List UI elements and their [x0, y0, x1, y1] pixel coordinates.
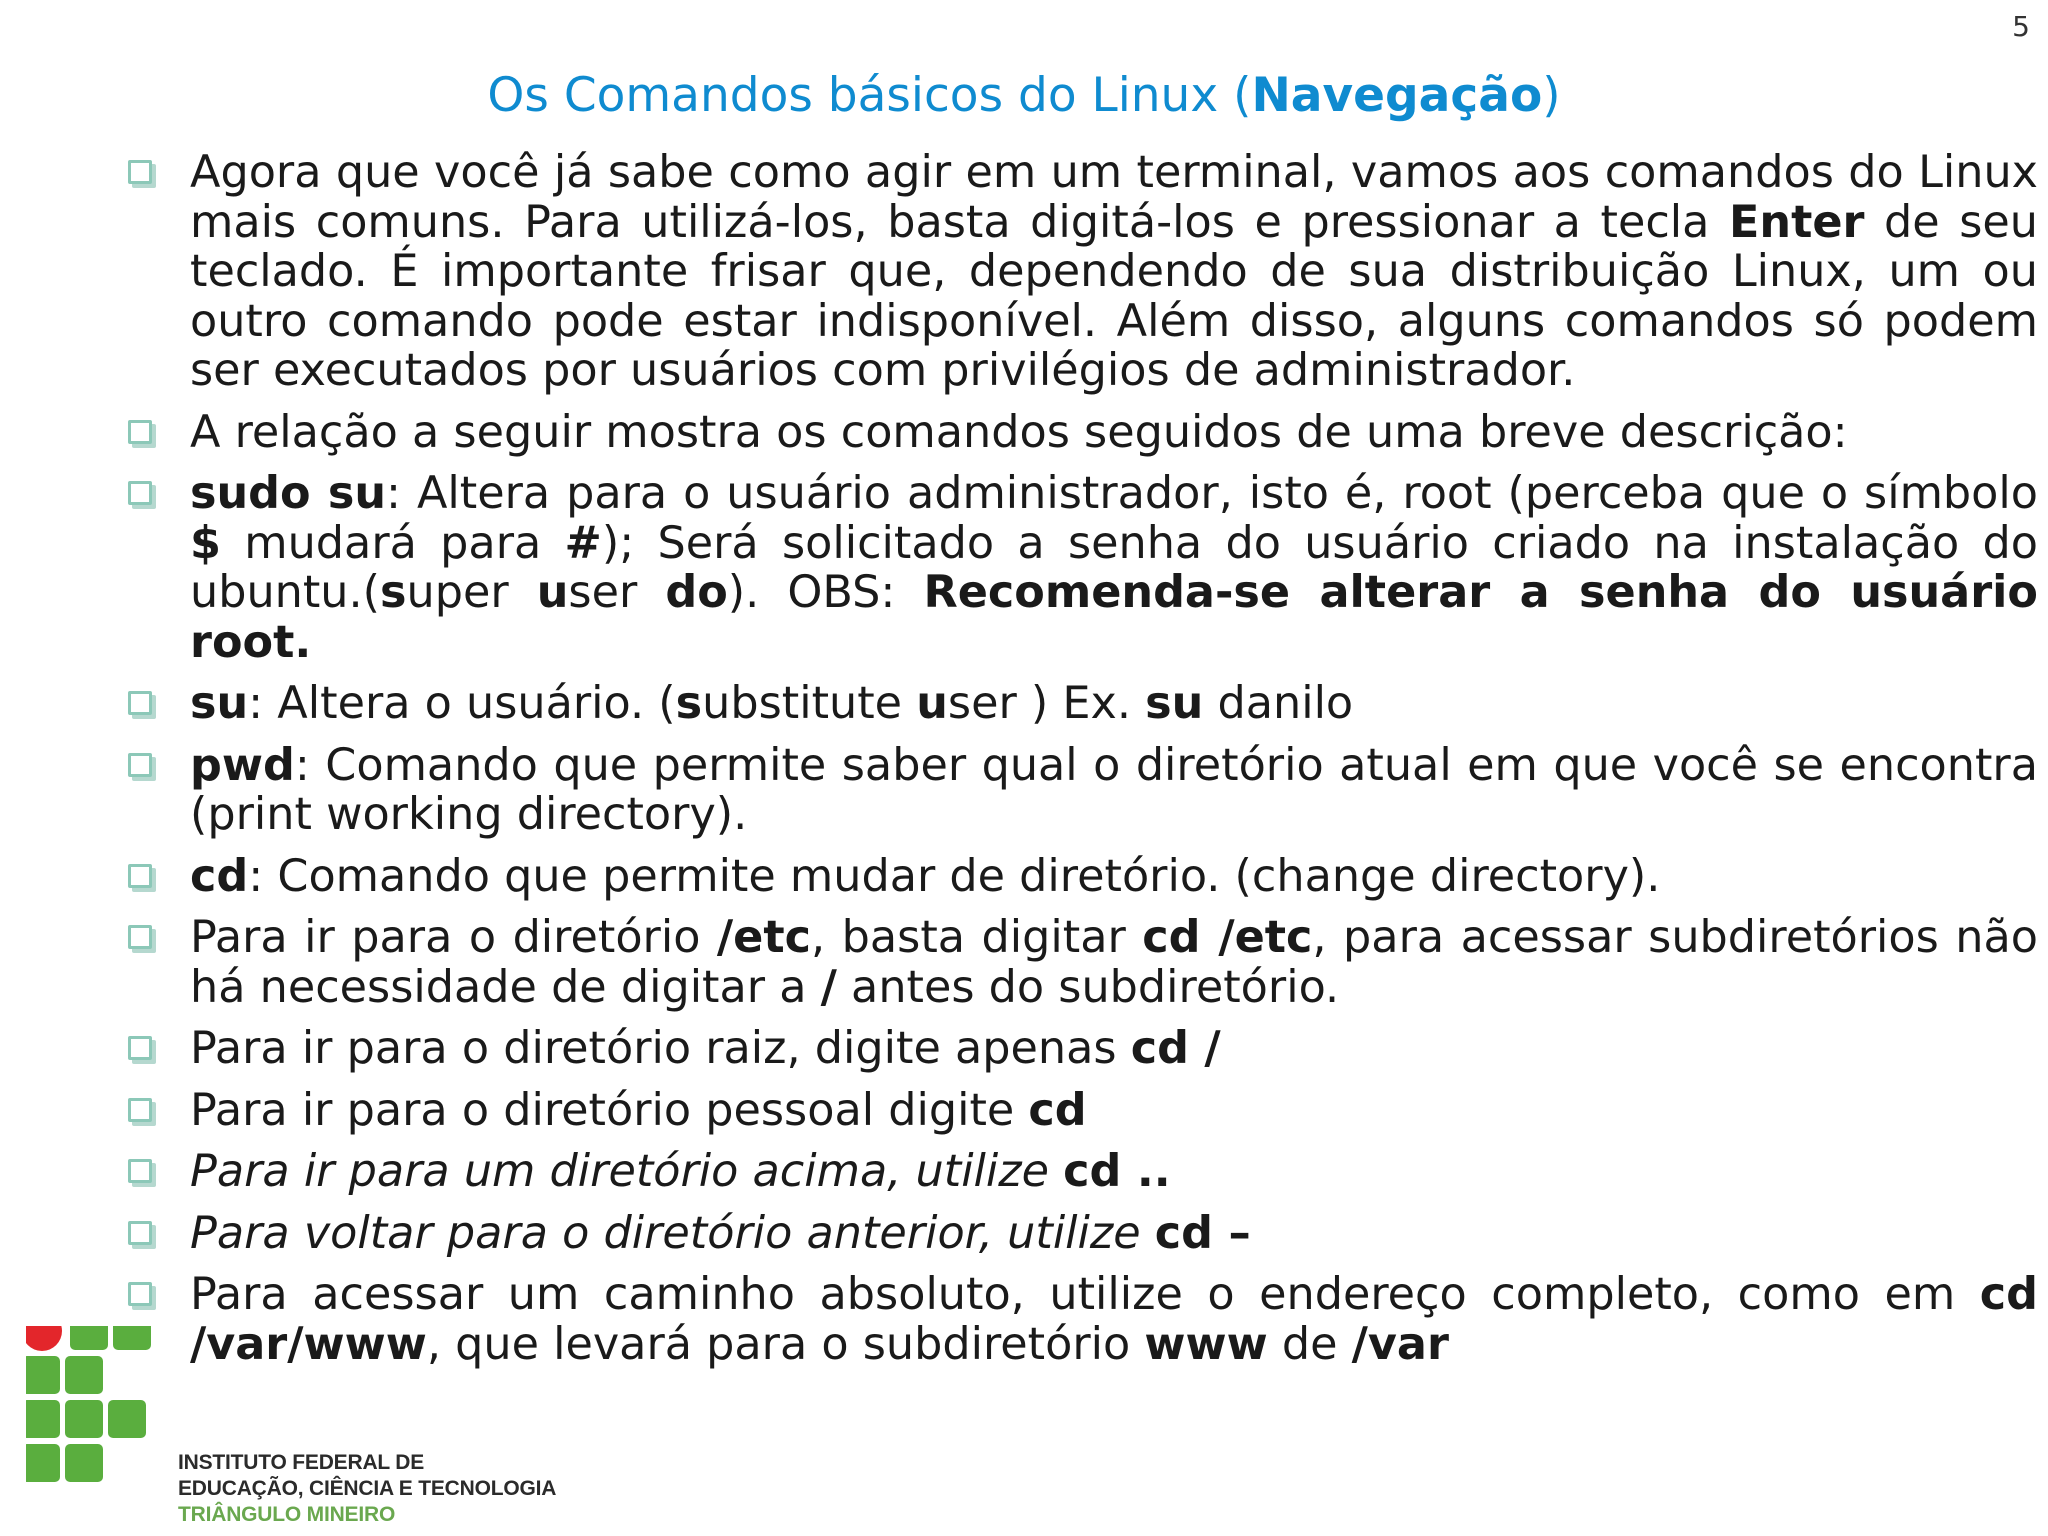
bullet-checkbox-icon: [128, 1098, 152, 1122]
bullet-item: [126, 148, 2038, 396]
bullet-text-segment: : Comando que permite mudar de diretório. (change directory).: [248, 850, 1661, 902]
bullet-text-segment: Para ir para o diretório: [190, 912, 717, 963]
bullet-text: [190, 1147, 2038, 1197]
bullet-text: [190, 913, 2038, 1012]
bullet-checkbox-icon: [128, 160, 152, 184]
bullet-text-segment: Para ir para o diretório raiz, digite apenas: [190, 1023, 1131, 1074]
bullet-checkbox-icon: [128, 1159, 152, 1183]
bullet-text: [190, 679, 2038, 729]
bullet-item: [126, 1209, 2038, 1259]
bullet-text-segment: cd /var/www: [190, 1269, 2038, 1370]
bullet-checkbox-icon: [128, 1282, 152, 1306]
bullet-text-segment: , para acessar subdiretórios não há necessidade de digitar a: [190, 912, 2039, 1013]
bullet-text-segment: , basta digitar: [811, 912, 1143, 963]
bullet-text-segment: s: [675, 678, 703, 729]
bullet-text-segment: ser ) Ex.: [947, 678, 1146, 729]
bullet-text-segment: sudo su: [190, 468, 387, 519]
bullet-text-segment: /var: [1351, 1318, 1449, 1370]
logo-square: [26, 1444, 60, 1482]
bullet-text-segment: cd /: [1130, 1023, 1221, 1074]
logo-square: [65, 1400, 103, 1438]
bullet-list: [126, 148, 2038, 1381]
institute-name-line1: INSTITUTO FEDERAL DE: [178, 1451, 425, 1474]
bullet-text-segment: : Altera para o usuário administrador, isto é, root (perceba que o símbolo: [386, 468, 2038, 519]
bullet-text-segment: , que levará para o subdiretório: [426, 1318, 1145, 1370]
bullet-text-segment: ); Será solicitado a senha do usuário criado na instalação do ubuntu.(: [190, 517, 2038, 618]
bullet-text-segment: ser: [568, 567, 666, 618]
bullet-item: [126, 1024, 2038, 1074]
bullet-text-segment: cd: [1028, 1084, 1087, 1136]
bullet-item: [126, 741, 2038, 840]
bullet-text: [190, 1209, 2038, 1259]
bullet-checkbox-icon: [128, 691, 152, 715]
bullet-checkbox-icon: [128, 420, 152, 444]
page-number: 5: [2012, 10, 2030, 43]
bullet-text-segment: Para ir para o diretório pessoal digite: [190, 1084, 1029, 1136]
title-suffix: ): [1542, 68, 1561, 123]
bullet-text-segment: ubstitute: [702, 678, 917, 729]
logo-square: [65, 1444, 103, 1482]
bullet-text-segment: Para voltar para o diretório anterior, utilize: [190, 1207, 1155, 1259]
bullet-text-segment: su: [190, 678, 249, 729]
logo-square: [108, 1400, 146, 1438]
bullet-text: [190, 1086, 2038, 1136]
bullet-text: [190, 469, 2038, 667]
bullet-text-segment: Para ir para um diretório acima, utilize: [190, 1146, 1064, 1197]
bullet-checkbox-icon: [128, 753, 152, 777]
institute-name-line2: EDUCAÇÃO, CIÊNCIA E TECNOLOGIA: [178, 1477, 557, 1500]
bullet-text-segment: Recomenda-se alterar a senha do usuário root.: [190, 567, 2038, 668]
bullet-text-segment: ). OBS:: [727, 567, 924, 618]
slide-title: [0, 68, 2048, 123]
bullet-text: [190, 1024, 2038, 1074]
bullet-text-segment: A relação a seguir mostra os comandos seguidos de uma breve descrição:: [190, 406, 1848, 458]
bullet-item: [126, 1147, 2038, 1197]
bullet-text-segment: #: [564, 517, 602, 569]
bullet-text-segment: u: [916, 678, 948, 729]
bullet-text-segment: cd: [190, 850, 249, 902]
bullet-text-segment: Para acessar um caminho absoluto, utilize o endereço completo, como em: [190, 1269, 1980, 1320]
bullet-text-segment: cd –: [1154, 1207, 1251, 1259]
bullet-item: [126, 408, 2038, 458]
bullet-item: [126, 679, 2038, 729]
bullet-text: [190, 741, 2038, 840]
bullet-item: [126, 913, 2038, 1012]
bullet-text-segment: danilo: [1203, 678, 1354, 729]
bullet-text-segment: $: [190, 517, 221, 569]
bullet-checkbox-icon: [128, 1221, 152, 1245]
bullet-text-segment: do: [665, 567, 728, 618]
bullet-text-segment: pwd: [190, 739, 295, 791]
bullet-text-segment: s: [380, 567, 407, 618]
bullet-text-segment: de: [1267, 1318, 1352, 1370]
bullet-text-segment: uper: [406, 567, 537, 618]
logo-square: [113, 1326, 151, 1350]
bullet-text-segment: mudará para: [220, 517, 565, 569]
bullet-item: [126, 469, 2038, 667]
bullet-checkbox-icon: [128, 864, 152, 888]
bullet-text-segment: u: [536, 567, 569, 618]
bullet-text-segment: de seu teclado. É importante frisar que, dependendo de sua distribuição Linux, um ou outro comando pode estar indisponível. Além disso, alguns comandos só podem ser executados por usuários com privilégios de administrador.: [190, 196, 2038, 396]
bullet-text-segment: : Altera o usuário. (: [248, 678, 676, 729]
institute-name: [178, 1450, 556, 1528]
logo-square: [70, 1326, 108, 1350]
bullet-text-segment: su: [1145, 678, 1204, 729]
title-highlight: Navegação: [1251, 68, 1543, 123]
bullet-item: [126, 852, 2038, 902]
bullet-text-segment: Enter: [1729, 196, 1865, 248]
bullet-text-segment: /etc: [716, 912, 812, 963]
bullet-text-segment: cd /etc: [1142, 912, 1313, 963]
bullet-text: [190, 148, 2038, 396]
institute-name-line3: TRIÂNGULO MINEIRO: [178, 1503, 396, 1526]
bullet-text-segment: /: [820, 961, 837, 1013]
bullet-item: [126, 1086, 2038, 1136]
bullet-checkbox-icon: [128, 481, 152, 505]
bullet-text-segment: cd ..: [1063, 1146, 1171, 1197]
bullet-checkbox-icon: [128, 925, 152, 949]
bullet-text: [190, 408, 2038, 458]
logo-square: [65, 1356, 103, 1394]
bullet-text-segment: www: [1144, 1318, 1268, 1370]
bullet-text-segment: antes do subdiretório.: [836, 961, 1340, 1013]
bullet-text-segment: : Comando que permite saber qual o diretório atual em que você se encontra (print working directory).: [190, 739, 2038, 840]
title-prefix: Os Comandos básicos do Linux (: [487, 68, 1252, 123]
logo-square: [26, 1400, 60, 1438]
bullet-checkbox-icon: [128, 1036, 152, 1060]
logo-red-circle: [26, 1326, 62, 1351]
logo-square: [26, 1356, 60, 1394]
bullet-text-segment: Agora que você já sabe como agir em um terminal, vamos aos comandos do Linux mais comuns. Para utilizá-los, basta digitá-los e pressionar a tecla: [190, 147, 2038, 248]
bullet-text: [190, 852, 2038, 902]
